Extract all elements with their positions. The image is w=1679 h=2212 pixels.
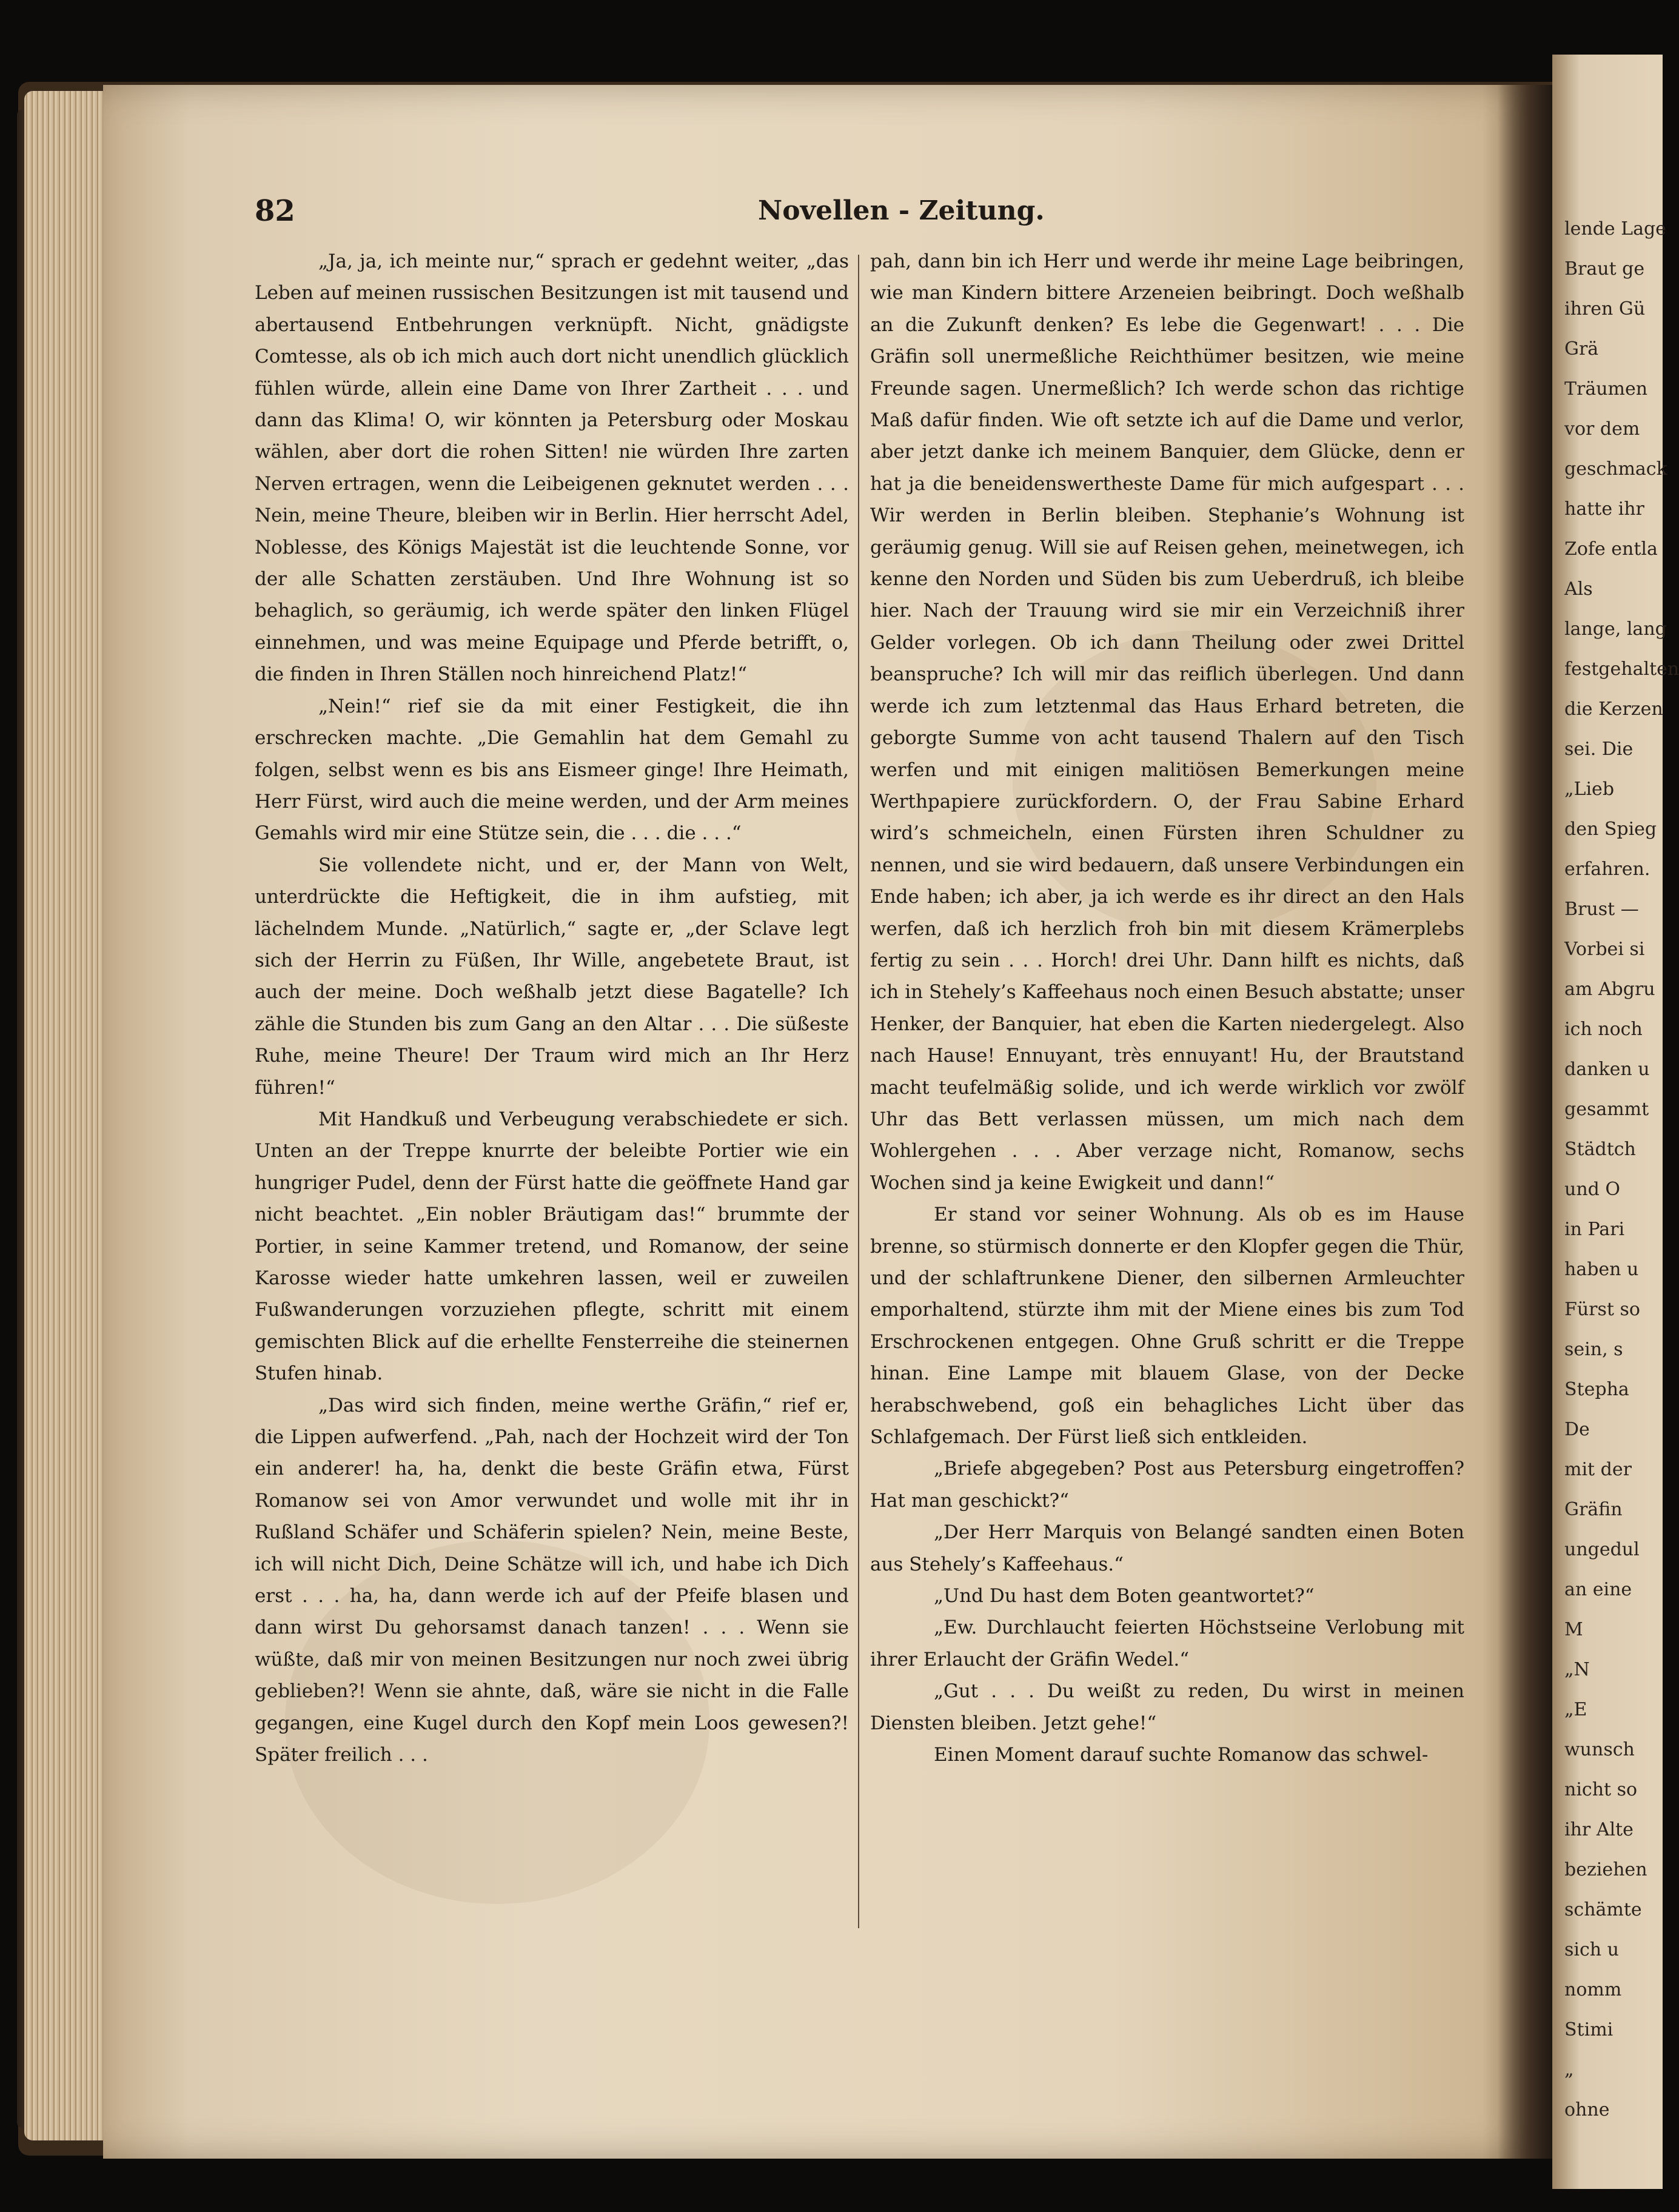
next-page-fragment: gesammt: [1564, 1099, 1649, 1120]
next-page-fragment: ich noch: [1564, 1019, 1643, 1040]
next-page-fragment: geschmack: [1564, 458, 1667, 480]
column-divider: [858, 255, 859, 1928]
next-page-fragment: Zofe entla: [1564, 538, 1658, 560]
next-page-fragment: sich u: [1564, 1939, 1619, 1960]
next-page-fragment: Als: [1564, 578, 1593, 600]
left-column: [255, 246, 849, 1771]
next-page-fragment: sein, s: [1564, 1339, 1623, 1360]
paragraph: „Briefe abgegeben? Post aus Petersburg eingetroffen? Hat man geschickt?“: [870, 1458, 1464, 1512]
next-page-fragment: „N: [1564, 1659, 1590, 1680]
next-page-fragment: ihren Gü: [1564, 298, 1646, 320]
book-gutter: [1498, 85, 1552, 2159]
next-page-fragment: Braut ge: [1564, 258, 1645, 280]
next-page-fragment: Gräfin: [1564, 1499, 1623, 1520]
paragraph: Einen Moment darauf suchte Romanow das schwel-: [934, 1744, 1429, 1766]
next-page-fragment: an eine: [1564, 1579, 1632, 1600]
next-page-fragment: Fürst so: [1564, 1299, 1640, 1320]
next-page-fragment: Stimi: [1564, 2019, 1614, 2040]
next-page-fragment: nicht so: [1564, 1779, 1638, 1800]
next-page-fragment: hatte ihr: [1564, 498, 1644, 520]
next-page-fragment: Brust —: [1564, 899, 1639, 920]
next-page-fragment: sei. Die: [1564, 739, 1634, 760]
next-page-fragment: und O: [1564, 1179, 1620, 1200]
next-page-fragment: M: [1564, 1619, 1583, 1640]
next-page-fragment: den Spieg: [1564, 819, 1657, 840]
next-page-fragment: mit der: [1564, 1459, 1632, 1480]
next-page-fragment: De: [1564, 1419, 1590, 1440]
next-page-fragment: haben u: [1564, 1259, 1639, 1280]
paragraph: „Nein!“ rief sie da mit einer Festigkeit, die ihn erschrecken machte. „Die Gemahlin hat dem Gemahl zu folgen, selbst wenn es bis ans Eismeer ginge! Ihre Heimath, Herr Fürst, wird auch die meine werden, und der Arm meines Gemahls wird mir eine Stütze sein, die . . . die . . .“: [255, 695, 849, 845]
paragraph: „Gut . . . Du weißt zu reden, Du wirst in meinen Diensten bleiben. Jetzt gehe!“: [870, 1680, 1464, 1734]
next-page-fragment: wunsch: [1564, 1739, 1635, 1760]
paragraph: Er stand vor seiner Wohnung. Als ob es im Hause brenne, so stürmisch donnerte er den Klopfer gegen die Thür, und der schlaftrunkene Diener, den silbernen Armleuchter emporhaltend, stürzte ihm mit der Miene eines bis zum Tod Erschrockenen entgegen. Ohne Gruß schritt er die Treppe hinan. Eine Lampe mit blauem Glase, von der Decke herabschwebend, goß ein behagliches Licht über das Schlafgemach. Der Fürst ließ sich entkleiden.: [870, 1204, 1464, 1449]
next-page-fragment: in Pari: [1564, 1219, 1625, 1240]
next-page-fragment: lange, lang: [1564, 618, 1667, 640]
next-page-fragment: festgehalten: [1564, 659, 1679, 680]
paragraph: Sie vollendete nicht, und er, der Mann von Welt, unterdrückte die Heftigkeit, die in ihm aufstieg, mit lächelndem Munde. „Natürlich,“ sagte er, „der Sclave legt sich der Herrin zu Füßen, Ihr Wille, angebetete Braut, ist auch der meine. Doch weßhalb jetzt diese Bagatelle? Ich zähle die Stunden bis zum Gang an den Altar . . . Die süßeste Ruhe, meine Theure! Der Traum wird mich an Ihr Herz führen!“: [255, 854, 849, 1099]
paragraph: pah, dann bin ich Herr und werde ihr meine Lage beibringen, wie man Kindern bittere Arzeneien beibringt. Doch weßhalb an die Zukunft denken? Es lebe die Gegenwart! . . . Die Gräfin soll unermeßliche Reichthümer besitzen, wie meine Freunde sagen. Unermeßlich? Ich werde schon das richtige Maß dafür finden. Wie oft setzte ich auf die Dame und verlor, aber jetzt danke ich meinem Banquier, dem Glücke, denn er hat ja die beneidenswertheste Dame für mich aufgespart . . . Wir werden in Berlin bleiben. Stephanie’s Wohnung ist geräumig genug. Will sie auf Reisen gehen, meinetwegen, ich kenne den Norden und Süden bis zum Ueberdruß, ich bleibe hier. Nach der Trauung wird sie mir ein Verzeichniß ihrer Gelder vorlegen. Ob ich dann Theilung oder zwei Drittel beanspruche? Ich will mir das reiflich überlegen. Und dann werde ich zum letztenmal das Haus Erhard betreten, die geborgte Summe von acht tausend Thalern auf den Tisch werfen und mit einigen malitiösen Bemerkungen meine Werthpapiere zurückfordern. O, der Frau Sabine Erhard wird’s schmeicheln, einen Fürsten ihren Schuldner zu nennen, und sie wird bedauern, daß unsere Verbindungen ein Ende haben; ich aber, ja ich werde es ihr direct an den Hals werfen, daß ich herzlich froh bin mit diesem Krämerplebs fertig zu sein . . . Horch! drei Uhr. Dann hilft es nichts, daß ich in Stehely’s Kaffeehaus noch einen Besuch abstatte; unser Henker, der Banquier, hat eben die Karten niedergelegt. Also nach Hause! Ennuyant, très ennuyant! Hu, der Brautstand macht teufelmäßig solide, und ich werde wirklich vor zwölf Uhr das Bett verlassen müssen, um mich nach dem Wohlergehen . . . Aber verzage nicht, Romanow, sechs Wochen sind ja keine Ewigkeit und dann!“: [870, 250, 1464, 1194]
next-page-fragment: ihr Alte: [1564, 1819, 1634, 1840]
next-page-fragment: die Kerzen: [1564, 699, 1663, 720]
next-page-fragment: „E: [1564, 1699, 1587, 1720]
paragraph: „Das wird sich finden, meine werthe Gräfin,“ rief er, die Lippen aufwerfend. „Pah, nach der Hochzeit wird der Ton ein anderer! ha, ha, denkt die beste Gräfin etwa, Fürst Romanow sei von Amor verwundet und wolle mit ihr in Rußland Schäfer und Schäferin spielen? Nein, meine Beste, ich will nicht Dich, Deine Schätze will ich, und habe ich Dich erst . . . ha, ha, dann werde ich auf der Pfeife blasen und dann wirst Du gehorsamst danach tanzen! . . . Wenn sie wüßte, daß mir von meinen Besitzungen nur noch zwei übrig geblieben?! Wenn sie ahnte, daß, wäre sie nicht in die Falle gegangen, eine Kugel durch den Kopf mein Loos gewesen?! Später freilich . . .: [255, 1394, 849, 1766]
page-number: 82: [255, 194, 295, 228]
next-page-fragment: Städtch: [1564, 1139, 1636, 1160]
next-page-fragment: schämte: [1564, 1899, 1642, 1920]
paragraph: „Ew. Durchlaucht feierten Höchstseine Verlobung mit ihrer Erlaucht der Gräfin Wedel.“: [870, 1617, 1464, 1671]
paragraph: Mit Handkuß und Verbeugung verabschiedete er sich. Unten an der Treppe knurrte der beleibte Portier wie ein hungriger Pudel, denn der Fürst hatte die geöffnete Hand gar nicht beachtet. „Ein nobler Bräutigam das!“ brummte der Portier, in seine Kammer tretend, und Romanow, der seine Karosse wieder hatte umkehren lassen, weil er zuweilen Fußwanderungen vorzuziehen pflegte, schritt mit einem gemischten Blick auf die erhellte Fensterreihe die steinernen Stufen hinab.: [255, 1108, 849, 1385]
paragraph: „Ja, ja, ich meinte nur,“ sprach er gedehnt weiter, „das Leben auf meinen russischen Besitzungen ist mit tausend und abertausend Entbehrungen verknüpft. Nicht, gnädigste Comtesse, als ob ich mich auch dort nicht unendlich glücklich fühlen würde, allein eine Dame von Ihrer Zartheit . . . und dann das Klima! O, wir könnten ja Petersburg oder Moskau wählen, aber dort die rohen Sitten! nie würden Ihre zarten Nerven ertragen, wenn die Leibeigenen geknutet werden . . . Nein, meine Theure, bleiben wir in Berlin. Hier herrscht Adel, Noblesse, des Königs Majestät ist die leuchtende Sonne, vor der alle Schatten zerstäuben. Und Ihre Wohnung ist so behaglich, so geräumig, ich werde später den linken Flügel einnehmen, und was meine Equipage und Pferde betrifft, o, die finden in Ihren Ställen noch hinreichend Platz!“: [255, 250, 849, 686]
next-page-fragment: Grä: [1564, 338, 1599, 360]
next-page-fragment: erfahren.: [1564, 859, 1651, 880]
next-page-fragment: vor dem: [1564, 418, 1640, 440]
next-page-fragment: ungedul: [1564, 1539, 1640, 1560]
running-title: Novellen - Zeitung.: [758, 195, 1045, 226]
next-page-fragment: nomm: [1564, 1979, 1622, 2000]
next-page-fragment: „Lieb: [1564, 779, 1615, 800]
right-column: [870, 246, 1464, 1771]
paragraph: „Der Herr Marquis von Belangé sandten einen Boten aus Stehely’s Kaffeehaus.“: [870, 1521, 1464, 1575]
next-page-fragment: beziehen: [1564, 1859, 1647, 1880]
next-page-fragment: Stepha: [1564, 1379, 1629, 1400]
next-page-fragment: am Abgru: [1564, 979, 1655, 1000]
next-page-fragment: Träumen: [1564, 378, 1648, 400]
page-header: [255, 194, 1455, 236]
next-page-fragment: ohne: [1564, 2099, 1610, 2120]
next-page-fragment: danken u: [1564, 1059, 1650, 1080]
paragraph: „Und Du hast dem Boten geantwortet?“: [934, 1585, 1315, 1607]
next-page-fragment: Vorbei si: [1564, 939, 1645, 960]
next-page-edge: [1552, 55, 1679, 2189]
next-page-fragment: „: [1564, 2059, 1574, 2080]
next-page-fragment: lende Lage: [1564, 218, 1666, 240]
